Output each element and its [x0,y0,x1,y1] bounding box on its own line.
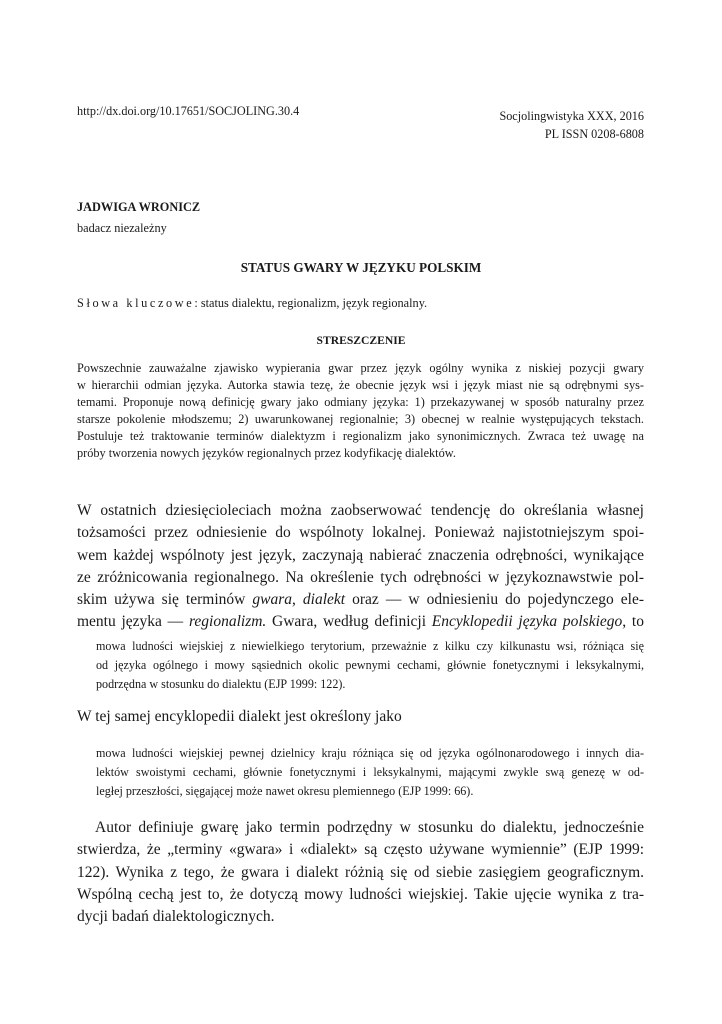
body-line: 122). Wynika z tego, że gwara i dialekt różnią się od siebie zasięgiem geograficznym. [77,863,644,881]
block-quote-gwara [96,637,644,694]
keywords-label: Słowa kluczowe [77,296,195,310]
body-paragraph-1 [77,500,644,634]
body-line: tożsamości przez odniesienie do wspólnoty lokalnej. Ponieważ najistotniejszym spoi- [77,524,644,542]
abstract-line: próby tworzenia nowych języków regionalnych przez kodyfikację dialektów. [77,446,456,460]
body-paragraph-intro-dialekt: W tej samej encyklopedii dialekt jest określony jako [77,708,402,725]
body-line: ze zróżnicowania regionalnego. Na określenie tych odrębności w językoznawstwie pol- [77,568,644,586]
journal-issn: PL ISSN 0208-6808 [544,127,644,141]
doi-link[interactable]: http://dx.doi.org/10.17651/SOCJOLING.30.4 [77,104,300,118]
keywords-text: : status dialektu, regionalizm, język regionalny. [194,296,428,310]
body-line: stwierdza, że „terminy «gwara» i «dialekt» są często używane wymiennie” (EJP 1999: [77,841,644,859]
abstract-text [77,360,644,462]
quote-line: mowa ludności wiejskiej z niewielkiego terytorium, przeważnie z kilku czy kilkunastu wsi, różniąca się [96,639,644,653]
block-quote-dialekt [96,744,644,801]
body-line: skim używa się terminów gwara, dialekt oraz — w odniesieniu do pojedynczego ele- [77,591,644,609]
keywords [77,296,427,311]
abstract-heading: STRESZCZENIE [316,334,406,347]
body-line: wem każdej wspólnoty jest język, zaczynają nabierać znaczenia odrębności, wynikające [77,546,644,564]
author-affiliation: badacz niezależny [77,221,167,235]
body-paragraph-2 [77,817,644,928]
author-name: JADWIGA WRONICZ [77,200,201,214]
quote-line: od języka ogólnego i mowy sąsiednich okolic pewnymi cechami, głównie fonetycznymi i leksykalnymi, [96,658,644,672]
term-gwara: gwara [252,591,292,609]
body-line: Autor definiuje gwarę jako termin podrzędny w stosunku do dialektu, jednocześnie [95,819,644,836]
abstract-line: w hierarchii odmian języka. Autorka stawia tezę, że obecnie język wsi i język miast nie są odrębnymi sys- [77,378,644,392]
article-title: STATUS GWARY W JĘZYKU POLSKIM [240,260,482,275]
quote-line: mowa ludności wiejskiej pewnej dzielnicy kraju różniąca się od języka ogólnonarodowego i innych dia- [96,746,644,760]
body-line: dycji badań dialektologicznych. [77,908,275,926]
journal-info [499,107,644,143]
body-line: Wspólną cechą jest to, że dotyczą mowy ludności wiejskiej. Takie ujęcie wynika z tra- [77,885,644,903]
abstract-line: temami. Proponuje nową definicję gwary jako odmiany języka: 1) przekazywanej w sposób naturalny przez [77,395,644,409]
abstract-line: starsze pokolenie młodszemu; 2) uwarunkowanej regionalnie; 3) obecnej w realnie występujących tekstach. [77,412,644,426]
term-regionalizm: regionalizm. [188,613,267,631]
abstract-line: Postuluje też traktowanie terminów dialektyzm i regionalizm jako synonimicznych. Zwraca też uwagę na [77,429,644,443]
quote-line: podrzędna w stosunku do dialektu (EJP 1999: 122). [96,677,346,691]
body-line: W ostatnich dziesięcioleciach można zaobserwować tendencję do określania własnej [77,502,644,519]
abstract-line: Powszechnie zauważalne zjawisko wypierania gwar przez język ogólny wynika z niskiej pozycji gwary [77,361,644,375]
encyclopedia-title: Encyklopedii języka polskiego [431,613,623,631]
quote-line: lektów swoistymi cechami, głównie fonetycznymi i leksykalnymi, mającymi zwykle swą genezę w od- [96,765,644,779]
journal-name: Socjolingwistyka XXX, 2016 [499,109,644,123]
body-line: mentu języka — regionalizm. Gwara, według definicji Encyklopedii języka polskiego, to [77,613,644,631]
term-dialekt: dialekt [302,591,346,609]
quote-line: ległej przeszłości, sięgającej może nawet okresu plemiennego (EJP 1999: 66). [96,784,474,798]
